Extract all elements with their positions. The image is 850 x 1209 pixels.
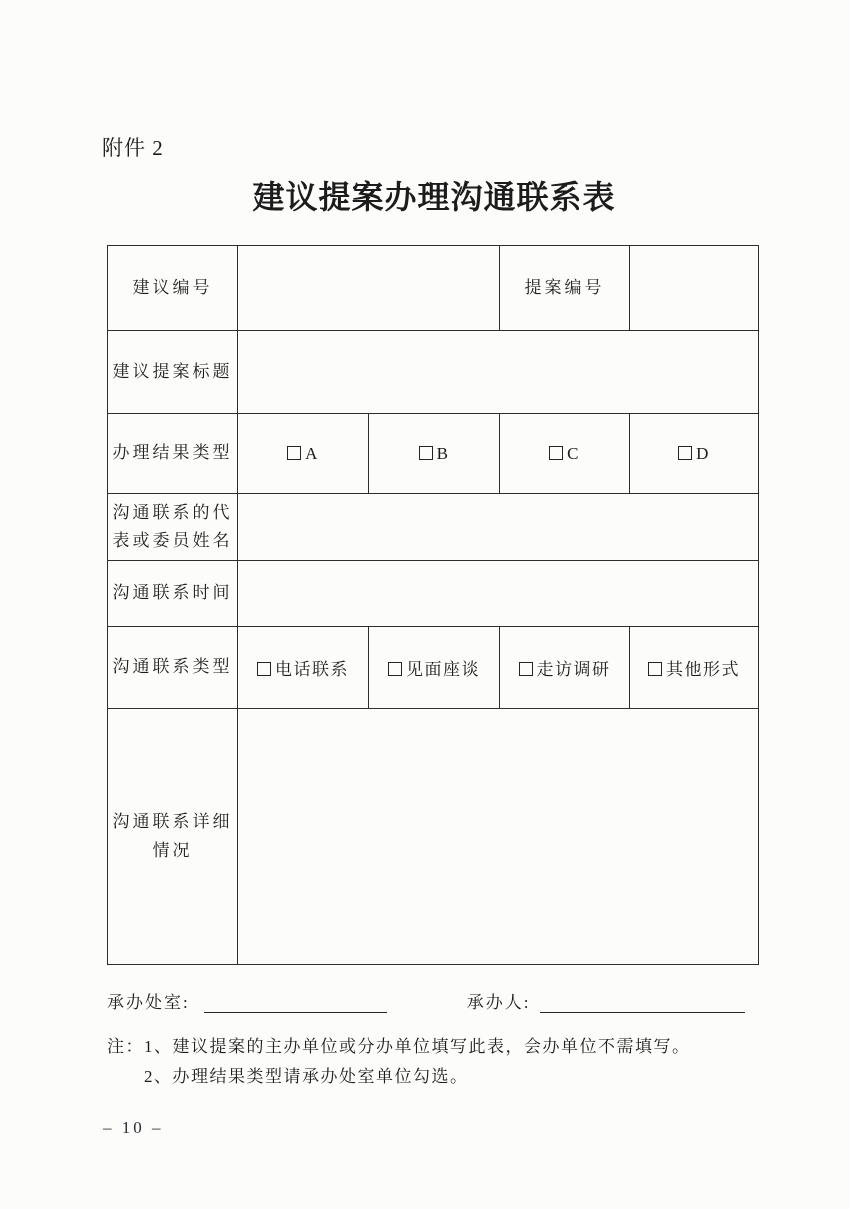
contact-type-phone-label: 电话联系 (275, 660, 349, 679)
proposal-title-label: 建议提案标题 (108, 331, 238, 414)
result-option-d[interactable] (630, 414, 759, 494)
contact-type-label: 沟通联系类型 (108, 627, 238, 709)
proposal-number-label: 提案编号 (500, 246, 630, 331)
note-item: 1、建议提案的主办单位或分办单位填写此表，会办单位不需填写。 (144, 1037, 691, 1056)
contact-type-meeting-label: 见面座谈 (406, 660, 480, 679)
result-option-a-label: A (305, 443, 319, 463)
checkbox-icon[interactable] (257, 662, 271, 676)
checkbox-icon[interactable] (648, 662, 662, 676)
checkbox-icon[interactable] (519, 662, 533, 676)
table-row (108, 561, 759, 627)
rep-name-field[interactable] (238, 494, 759, 561)
table-row (108, 494, 759, 561)
notes (107, 1032, 691, 1092)
contact-form-table (107, 245, 759, 965)
suggestion-number-field[interactable] (238, 246, 500, 331)
suggestion-number-label: 建议编号 (108, 246, 238, 331)
result-option-b[interactable] (369, 414, 500, 494)
table-row (108, 414, 759, 494)
result-option-c[interactable] (500, 414, 630, 494)
checkbox-icon[interactable] (287, 446, 301, 460)
result-option-b-label: B (436, 443, 450, 463)
notes-prefix: 注： (107, 1037, 144, 1056)
note-item: 2、办理结果类型请承办处室单位勾选。 (144, 1067, 469, 1086)
contact-type-option-phone[interactable] (238, 627, 369, 709)
contact-time-field[interactable] (238, 561, 759, 627)
table-row (108, 331, 759, 414)
result-option-d-label: D (696, 443, 710, 463)
contact-detail-field[interactable] (238, 709, 759, 965)
result-option-c-label: C (567, 443, 580, 463)
checkbox-icon[interactable] (678, 446, 692, 460)
handling-office-label: 承办处室: (107, 993, 190, 1012)
page-title: 建议提案办理沟通联系表 (252, 179, 616, 215)
contact-type-option-visit[interactable] (500, 627, 630, 709)
table-row (108, 627, 759, 709)
result-type-label: 办理结果类型 (108, 414, 238, 494)
table-row (108, 246, 759, 331)
rep-name-label: 沟通联系的代表或委员姓名 (108, 494, 238, 561)
checkbox-icon[interactable] (549, 446, 563, 460)
notes-list (144, 1032, 691, 1092)
proposal-number-field[interactable] (630, 246, 759, 331)
contact-type-visit-label: 走访调研 (536, 660, 611, 679)
table-row (108, 709, 759, 965)
checkbox-icon[interactable] (388, 662, 402, 676)
proposal-title-field[interactable] (238, 331, 759, 414)
attachment-label: 附件 2 (102, 136, 164, 160)
handling-office-blank[interactable] (204, 992, 387, 1013)
handler-blank[interactable] (540, 992, 745, 1013)
page-number: – 10 – (103, 1118, 164, 1137)
signature-line (107, 988, 745, 1013)
contact-type-option-meeting[interactable] (369, 627, 500, 709)
contact-time-label: 沟通联系时间 (108, 561, 238, 627)
handler-label: 承办人: (466, 993, 531, 1012)
contact-type-option-other[interactable] (630, 627, 759, 709)
checkbox-icon[interactable] (419, 446, 433, 460)
contact-type-other-label: 其他形式 (666, 660, 740, 679)
contact-detail-label: 沟通联系详细情况 (108, 709, 238, 965)
result-option-a[interactable] (238, 414, 369, 494)
